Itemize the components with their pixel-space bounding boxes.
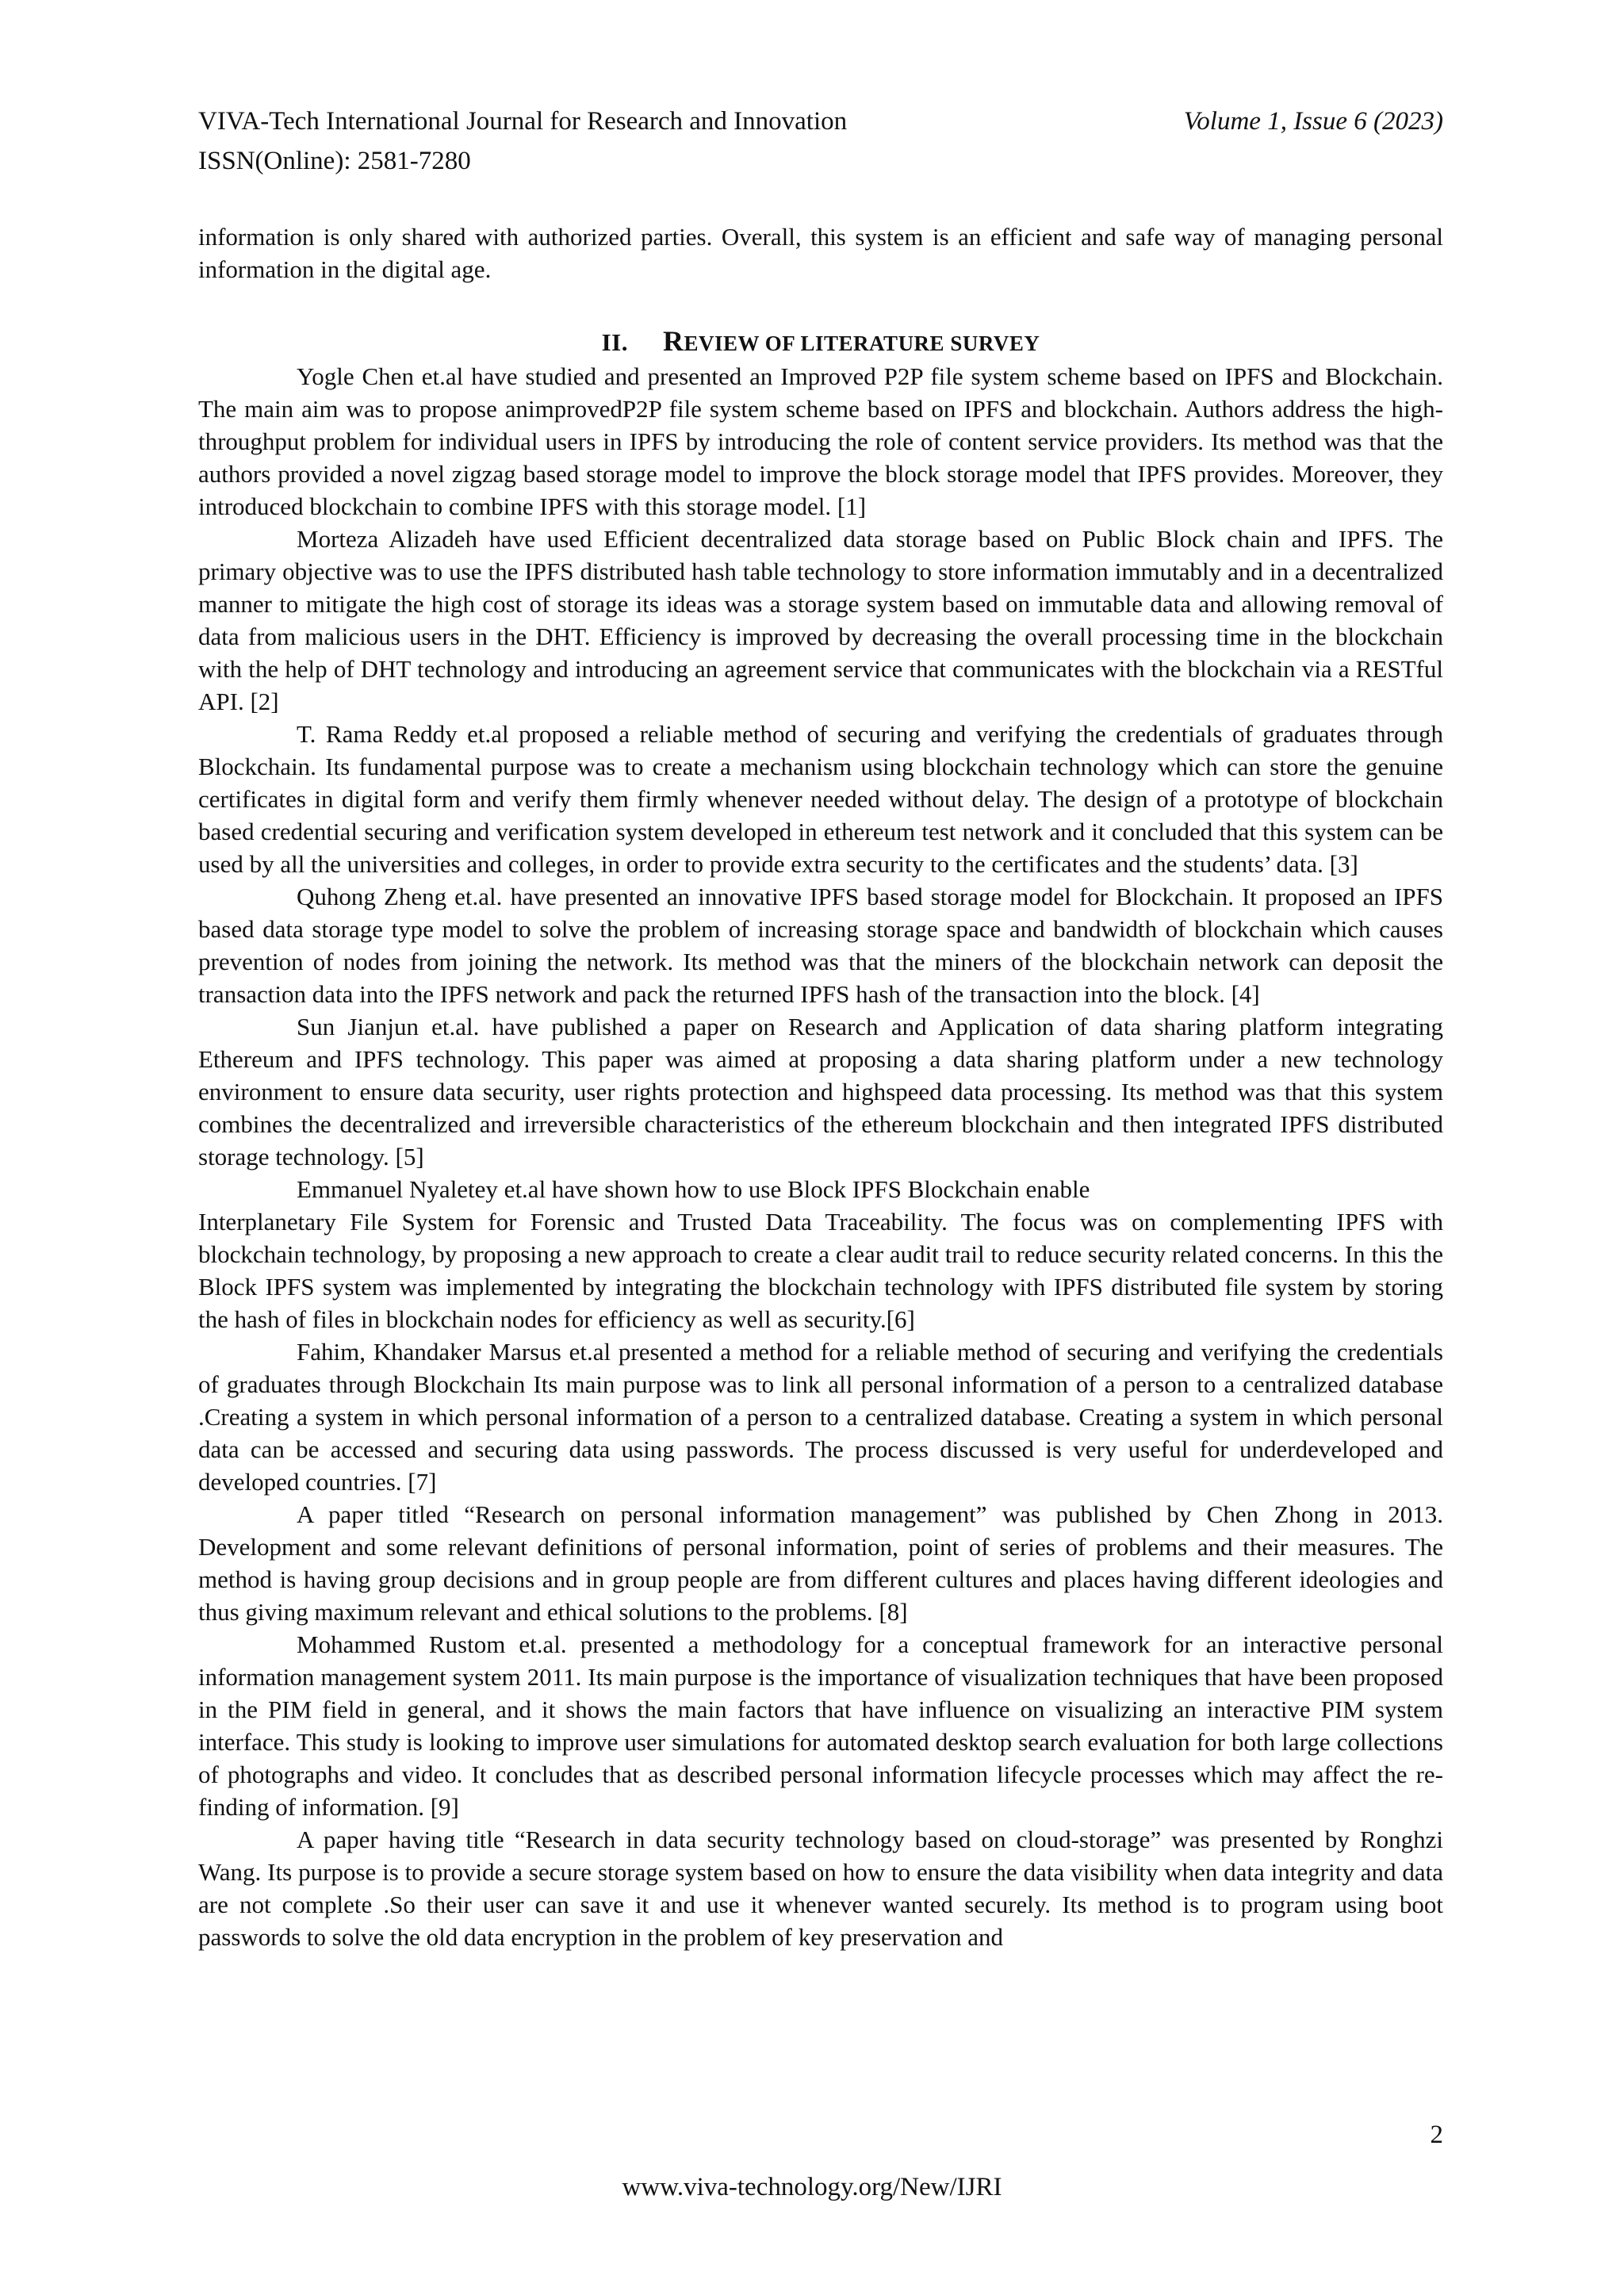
footer-url: www.viva-technology.org/New/IJRI [622,2173,1002,2201]
paragraph-5: Sun Jianjun et.al. have published a paper on Research and Application of data sharing platform integrating Ethereum and IPFS technology. This paper was aimed at proposing a data sharing platform under a new technology environment to ensure data security, user rights protection and highspeed data processing. Its method was that this system combines the decentralized and irreversible characteristics of the ethereum blockchain and then integrated IPFS distributed storage technology. [5] [198,1013,1443,1170]
body-text [198,220,1443,1953]
intro-continuation: information is only shared with authorized parties. Overall, this system is an efficient and safe way of managing personal information in the digital age. [198,223,1443,283]
paragraph-6-body: Interplanetary File System for Forensic and Trusted Data Traceability. The focus was on complementing IPFS with blockchain technology, by proposing a new approach to create a clear audit trail to reduce security related concerns. In this the Block IPFS system was implemented by integrating the blockchain technology with IPFS distributed file system by storing the hash of files in blockchain nodes for efficiency as well as security.[6] [198,1208,1443,1333]
paragraph-2: Morteza Alizadeh have used Efficient decentralized data storage based on Public Block chain and IPFS. The primary objective was to use the IPFS distributed hash table technology to store information immutably and in a decentralized manner to mitigate the high cost of storage its ideas was a storage system based on immutable data and allowing removal of data from malicious users in the DHT. Efficiency is improved by decreasing the overall processing time in the blockchain with the help of DHT technology and introducing an agreement service that communicates with the blockchain via a RESTful API. [2] [198,525,1443,715]
paragraph-6-lead: Emmanuel Nyaletey et.al have shown how to use Block IPFS Blockchain enable [297,1175,1090,1203]
paragraph-8: A paper titled “Research on personal information management” was published by Chen Zhong in 2013. Development and some relevant definitions of personal information, point of series of problems and their measures. The method is having group decisions and in group people are from different cultures and places having different ideologies and thus giving maximum relevant and ethical solutions to the problems. [8] [198,1500,1443,1626]
issn: ISSN(Online): 2581-7280 [198,147,471,175]
paragraph-10: A paper having title “Research in data security technology based on cloud-storage” was presented by Ronghzi Wang. Its purpose is to provide a secure storage system based on how to ensure the data visibility when data integrity and data are not complete .So their user can save it and use it whenever wanted securely. Its method is to program using boot passwords to solve the old data encryption in the problem of key preservation and [198,1826,1443,1951]
paragraph-9: Mohammed Rustom et.al. presented a methodology for a conceptual framework for an interactive personal information management system 2011. Its main purpose is the importance of visualization techniques that have been proposed in the PIM field in general, and it shows the main factors that have influence on visualizing an interactive PIM system interface. This study is looking to improve user simulations for automated desktop search evaluation for both large collections of photographs and video. It concludes that as described personal information lifecycle processes which may affect the re-finding of information. [9] [198,1630,1443,1821]
paragraph-4: Quhong Zheng et.al. have presented an innovative IPFS based storage model for Blockchain. It proposed an IPFS based data storage type model to solve the problem of increasing storage space and bandwidth of blockchain which causes prevention of nodes from joining the network. Its method was that the miners of the blockchain network can deposit the transaction data into the IPFS network and pack the returned IPFS hash of the transaction into the block. [4] [198,883,1443,1008]
section-heading [198,325,1443,360]
running-header [198,102,1443,181]
volume-issue: Volume 1, Issue 6 (2023) [1183,107,1443,136]
paragraph-1: Yogle Chen et.al have studied and presented an Improved P2P file system scheme based on IPFS and Blockchain. The main aim was to propose animprovedP2P file system scheme based on IPFS and blockchain. Authors address the high-throughput problem for individual users in IPFS by introducing the role of content service providers. Its method was that the authors provided a novel zigzag based storage model to improve the block storage model that IPFS provides. Moreover, they introduced blockchain to combine IPFS with this storage model. [1] [198,362,1443,520]
section-title-initial: R [663,325,684,357]
paragraph-7: Fahim, Khandaker Marsus et.al presented a method for a reliable method of securing and verifying the credentials of graduates through Blockchain Its main purpose was to link all personal information of a person to a centralized database .Creating a system in which personal information of a person to a centralized database. Creating a system in which personal data can be accessed and securing data using passwords. The process discussed is very useful for underdeveloped and developed countries. [7] [198,1338,1443,1496]
section-title-rest: EVIEW OF LITERATURE SURVEY [684,331,1040,355]
paragraph-3: T. Rama Reddy et.al proposed a reliable method of securing and verifying the credentials of graduates through Blockchain. Its fundamental purpose was to create a mechanism using blockchain technology which can store the genuine certificates in digital form and verify them firmly whenever needed without delay. The design of a prototype of blockchain based credential securing and verification system developed in ethereum test network and it concluded that this system can be used by all the universities and colleges, in order to provide extra security to the certificates and the students’ data. [3] [198,720,1443,878]
page-number: 2 [1430,2121,1443,2149]
section-number: II. [601,328,628,356]
journal-name: VIVA-Tech International Journal for Research and Innovation [198,107,848,136]
